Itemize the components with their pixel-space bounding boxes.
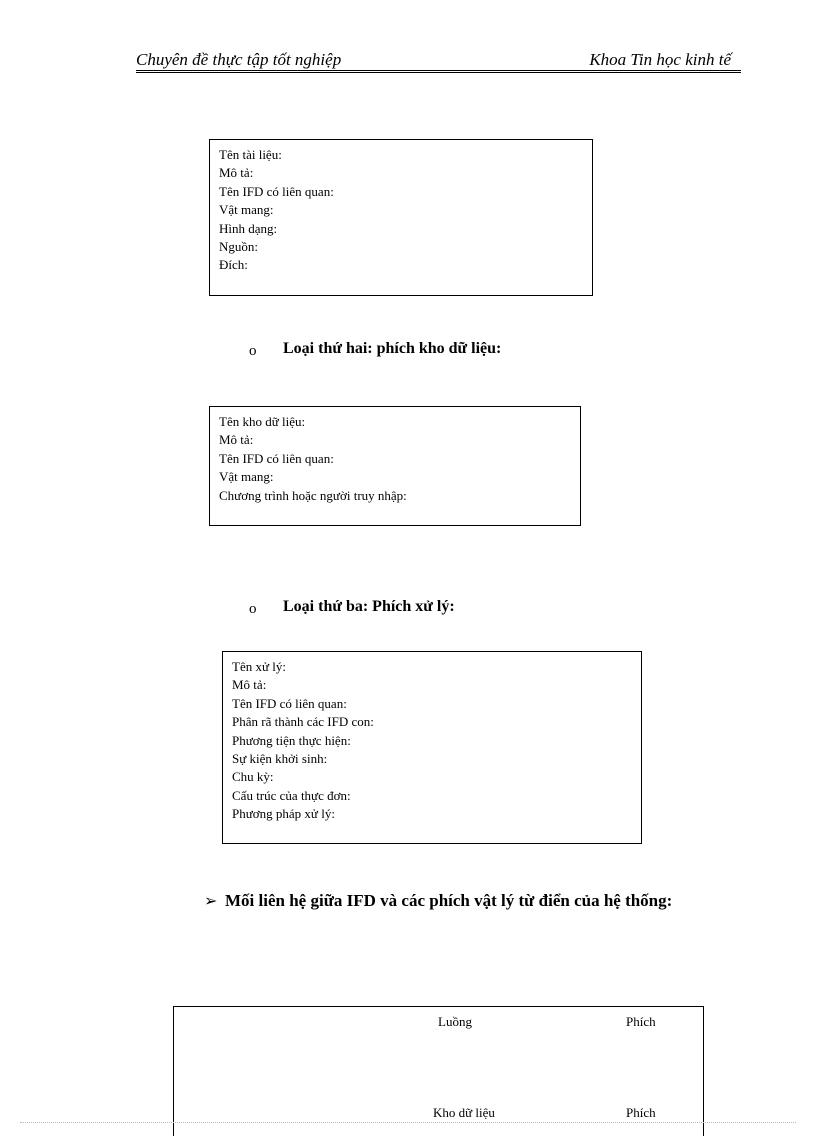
diagram-label-data-store: Kho dữ liệu bbox=[433, 1105, 495, 1120]
document-card-form bbox=[209, 139, 593, 296]
header-left-title: Chuyên đề thực tập tốt nghiệp bbox=[136, 50, 342, 69]
card-line: Tên xử lý: bbox=[232, 659, 286, 674]
arrow-bullet-icon: ➢ bbox=[204, 893, 218, 910]
card-line: Tên IFD có liên quan: bbox=[219, 183, 334, 199]
card-line: Phân rã thành các IFD con: bbox=[232, 714, 374, 730]
card-line: Phương pháp xử lý: bbox=[232, 806, 335, 822]
page-header bbox=[136, 48, 741, 73]
card-line: Mô tả: bbox=[219, 432, 254, 448]
card-line: Tên IFD có liên quan: bbox=[219, 450, 334, 466]
section-title: Mối liên hệ giữa IFD và các phích vật lý từ điển của hệ thống: bbox=[225, 891, 673, 910]
card-line: Mô tả: bbox=[232, 677, 267, 693]
card-line: Tên kho dữ liệu: bbox=[219, 414, 306, 429]
circle-bullet-icon: o bbox=[249, 601, 257, 617]
diagram-label-card: Phích bbox=[626, 1105, 656, 1120]
card-line: Chương trình hoặc người truy nhập: bbox=[219, 487, 407, 503]
data-store-card-form bbox=[209, 406, 581, 526]
relationship-diagram bbox=[173, 1006, 704, 1136]
header-right-title: Khoa Tin học kinh tế bbox=[589, 50, 731, 69]
card-line: Hình dạng: bbox=[219, 220, 278, 236]
card-line: Vật mang: bbox=[219, 202, 274, 218]
section-title: Loại thứ hai: phích kho dữ liệu: bbox=[283, 340, 502, 357]
card-line: Mô tả: bbox=[219, 165, 254, 181]
card-line: Chu kỳ: bbox=[232, 769, 274, 785]
section-title: Loại thứ ba: Phích xử lý: bbox=[283, 598, 455, 615]
card-line: Cấu trúc của thực đơn: bbox=[232, 787, 351, 803]
card-line: Đích: bbox=[219, 257, 248, 273]
diagram-label-card: Phích bbox=[626, 1014, 656, 1029]
card-line: Phương tiện thực hiện: bbox=[232, 732, 351, 748]
process-card-form bbox=[222, 651, 642, 844]
circle-bullet-icon: o bbox=[249, 343, 257, 359]
card-line: Sự kiện khởi sinh: bbox=[232, 751, 328, 767]
card-line: Vật mang: bbox=[219, 469, 274, 485]
diagram-label-flow: Luồng bbox=[438, 1014, 472, 1029]
card-line: Tên IFD có liên quan: bbox=[232, 695, 347, 711]
card-line: Nguồn: bbox=[219, 239, 258, 255]
card-line: Tên tài liệu: bbox=[219, 147, 282, 162]
